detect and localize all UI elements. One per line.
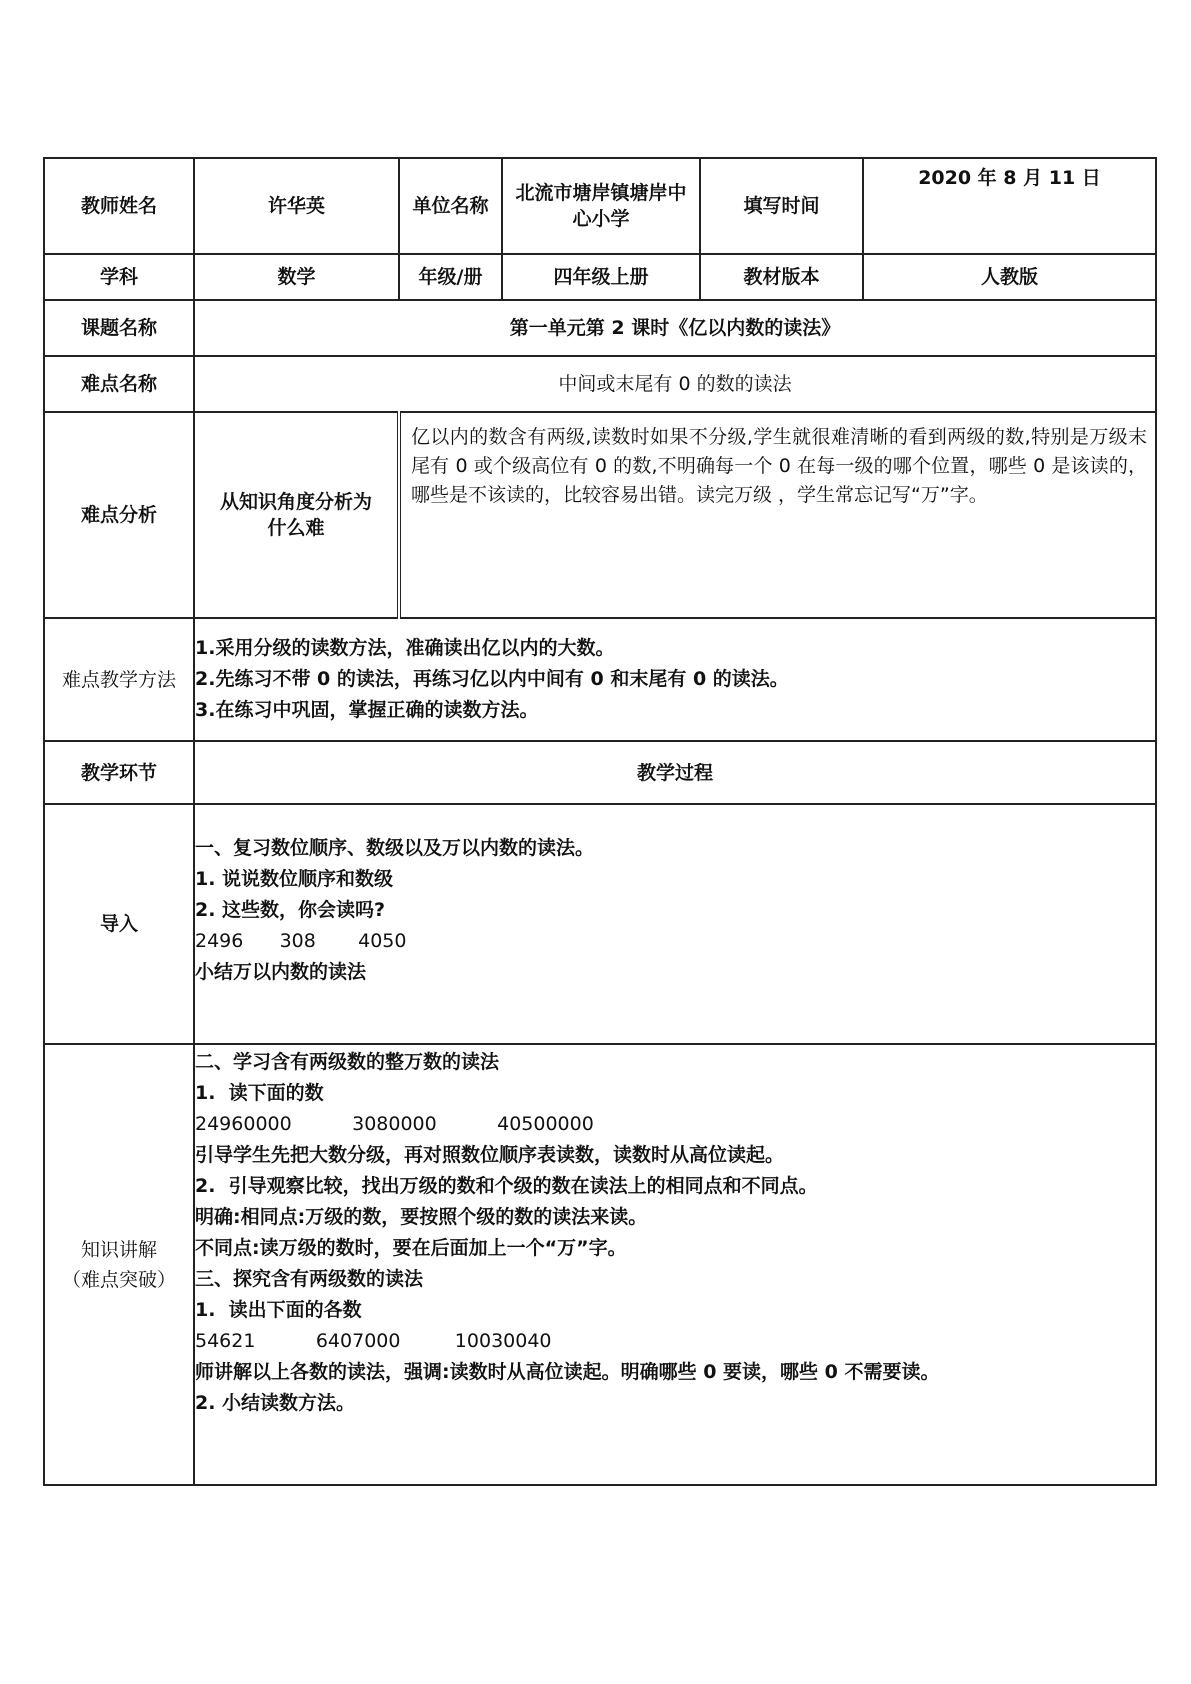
intro-line: 一、复习数位顺序、数级以及万以内数的读法。 (195, 837, 595, 859)
knowledge-label (44, 1044, 194, 1485)
edition-value: 人教版 (863, 254, 1156, 300)
lesson-plan-table (43, 157, 1157, 1486)
intro-line: 2. 这些数，你会读吗? (195, 899, 386, 921)
intro-row (44, 804, 1156, 1044)
analysis-row (44, 412, 1156, 618)
intro-line: 小结万以内数的读法 (195, 961, 367, 983)
knowledge-line: 引导学生先把大数分级，再对照数位顺序表读数，读数时从高位读起。 (195, 1144, 785, 1166)
knowledge-line: 2. 小结读数方法。 (195, 1392, 356, 1414)
info-row (44, 254, 1156, 300)
stage-label: 教学环节 (44, 741, 194, 804)
topic-label: 课题名称 (44, 300, 194, 356)
topic-row (44, 300, 1156, 356)
unit-label: 单位名称 (399, 158, 502, 254)
subject-label: 学科 (44, 254, 194, 300)
process-label: 教学过程 (194, 741, 1156, 804)
knowledge-line: 1. 读出下面的各数 (195, 1299, 362, 1321)
knowledge-content (194, 1044, 1156, 1485)
analysis-text: 亿以内的数含有两级,读数时如果不分级,学生就很难清晰的看到两级的数,特别是万级末尾有 0 或个级高位有 0 的数,不明确每一个 0 在每一级的哪个位置，哪些 0 是该读的，哪些是不该读的，比较容易出错。读完万级 ，学生常忘记写“万”字。 (399, 412, 1156, 618)
knowledge-line: 54621 6407000 10030040 (195, 1330, 552, 1352)
difficulty-value: 中间或末尾有 0 的数的读法 (194, 356, 1156, 412)
difficulty-row (44, 356, 1156, 412)
intro-line: 2496 308 4050 (195, 930, 407, 952)
grade-value: 四年级上册 (502, 254, 700, 300)
knowledge-line: 二、学习含有两级数的整万数的读法 (195, 1051, 500, 1073)
topic-value: 第一单元第 2 课时《亿以内数的读法》 (194, 300, 1156, 356)
process-header-row (44, 741, 1156, 804)
analysis-sub-label: 从知识角度分析为什么难 (194, 412, 399, 618)
intro-content (194, 804, 1156, 1044)
method-item: 2.先练习不带 0 的读法，再练习亿以内中间有 0 和末尾有 0 的读法。 (195, 668, 789, 690)
knowledge-label-line1: 知识讲解 (80, 1238, 157, 1261)
knowledge-row (44, 1044, 1156, 1485)
header-row (44, 158, 1156, 254)
teacher-name: 许华英 (194, 158, 399, 254)
knowledge-line: 三、探究含有两级数的读法 (195, 1268, 424, 1290)
methods-label: 难点教学方法 (44, 618, 194, 741)
intro-line: 1. 说说数位顺序和数级 (195, 868, 394, 890)
fill-time-value: 2020 年 8 月 11 日 (863, 158, 1156, 254)
knowledge-line: 24960000 3080000 40500000 (195, 1113, 594, 1135)
knowledge-line: 不同点:读万级的数时，要在后面加上一个“万”字。 (195, 1237, 627, 1259)
methods-row (44, 618, 1156, 741)
knowledge-line: 1. 读下面的数 (195, 1082, 324, 1104)
knowledge-line: 2. 引导观察比较，找出万级的数和个级的数在读法上的相同点和不同点。 (195, 1175, 818, 1197)
edition-label: 教材版本 (700, 254, 863, 300)
intro-label: 导入 (44, 804, 194, 1044)
method-item: 1.采用分级的读数方法，准确读出亿以内的大数。 (195, 637, 615, 659)
methods-list (194, 618, 1156, 741)
difficulty-label: 难点名称 (44, 356, 194, 412)
fill-time-label: 填写时间 (700, 158, 863, 254)
knowledge-line: 师讲解以上各数的读法，强调:读数时从高位读起。明确哪些 0 要读，哪些 0 不需要读。 (195, 1361, 940, 1383)
analysis-label: 难点分析 (44, 412, 194, 618)
grade-label: 年级/册 (399, 254, 502, 300)
unit-name: 北流市塘岸镇塘岸中心小学 (502, 158, 700, 254)
teacher-label: 教师姓名 (44, 158, 194, 254)
knowledge-label-line2: （难点突破） (61, 1268, 176, 1291)
subject-value: 数学 (194, 254, 399, 300)
method-item: 3.在练习中巩固，掌握正确的读数方法。 (195, 699, 539, 721)
knowledge-line: 明确:相同点:万级的数，要按照个级的数的读法来读。 (195, 1206, 648, 1228)
